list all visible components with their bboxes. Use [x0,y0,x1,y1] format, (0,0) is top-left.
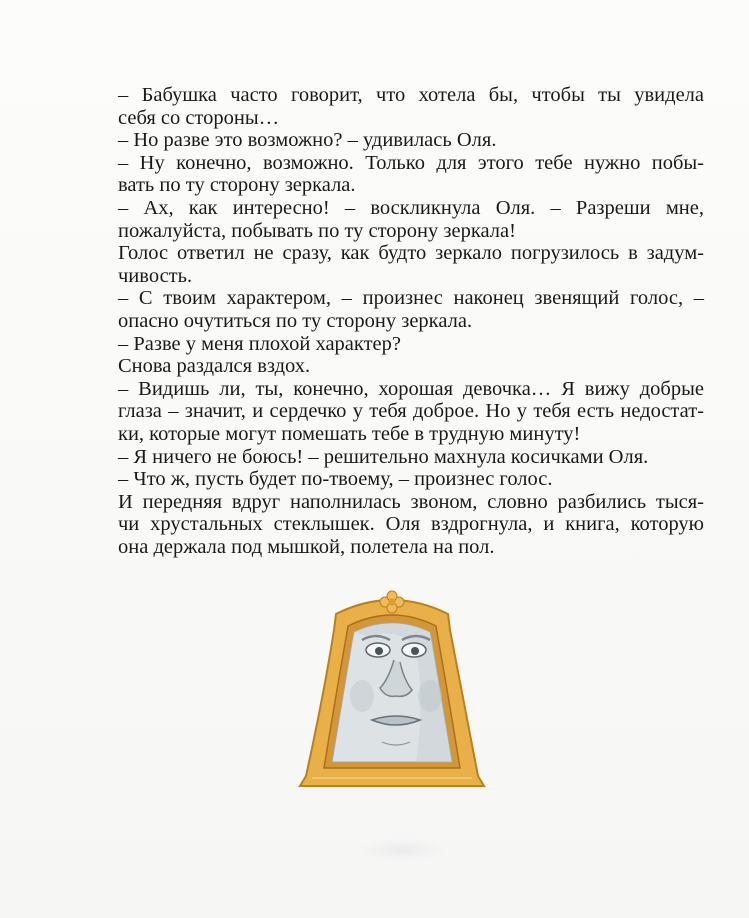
paragraph [118,468,704,491]
paragraph [118,333,704,356]
story-text [118,84,704,558]
text-line: – Разве у меня плохой характер? [118,332,402,355]
paragraph [118,129,704,152]
text-line: глаза – значит, и сердечко у тебя доброе. Но у тебя есть недостат- [118,400,704,423]
mirror-illustration [296,584,488,790]
text-line: – Бабушка часто говорит, что хотела бы, чтобы ты увидела [118,84,704,106]
paragraph [118,197,704,242]
text-line: – Видишь ли, ты, конечно, хорошая девочка… Я вижу добрые [118,377,704,400]
text-line: – Что ж, пусть будет по-твоему, – произнес голос. [118,468,553,491]
text-line: – Ну конечно, возможно. Только для этого тебе нужно побы- [118,151,704,174]
paragraph [118,84,704,129]
text-line: – Я ничего не боюсь! – решительно махнула косичками Оля. [118,445,649,468]
paragraph [118,378,704,446]
text-line: себя со стороны… [118,106,280,129]
paragraph [118,242,704,287]
paragraph [118,355,704,378]
text-line: Голос ответил не сразу, как будто зеркало погрузилось в задум- [118,242,704,265]
paragraph [118,446,704,469]
text-line: – С твоим характером, – произнес наконец звенящий голос, – [118,287,704,310]
paragraph [118,152,704,197]
text-line: – Ах, как интересно! – воскликнула Оля. – Разреши мне, [118,196,704,219]
text-line: опасно очутиться по ту сторону зеркала. [118,309,473,332]
text-line: она держала под мышкой, полетела на пол. [118,535,495,558]
paragraph [118,287,704,332]
paragraph [118,491,704,559]
text-line: вать по ту сторону зеркала. [118,174,356,197]
text-line: пожалуйста, побывать по ту сторону зеркала! [118,219,516,242]
text-line: ки, которые могут помешать тебе в трудную минуту! [118,422,581,445]
text-line: – Но разве это возможно? – удивилась Оля. [118,129,497,152]
text-line: чи хрустальных стеклышек. Оля вздрогнула, и книга, которую [118,513,704,536]
text-line: И передняя вдруг наполнилась звоном, словно разбились тыся- [118,490,704,513]
decorative-smudge [356,838,448,862]
text-line: чивость. [118,264,193,287]
text-line: Снова раздался вздох. [118,355,311,378]
